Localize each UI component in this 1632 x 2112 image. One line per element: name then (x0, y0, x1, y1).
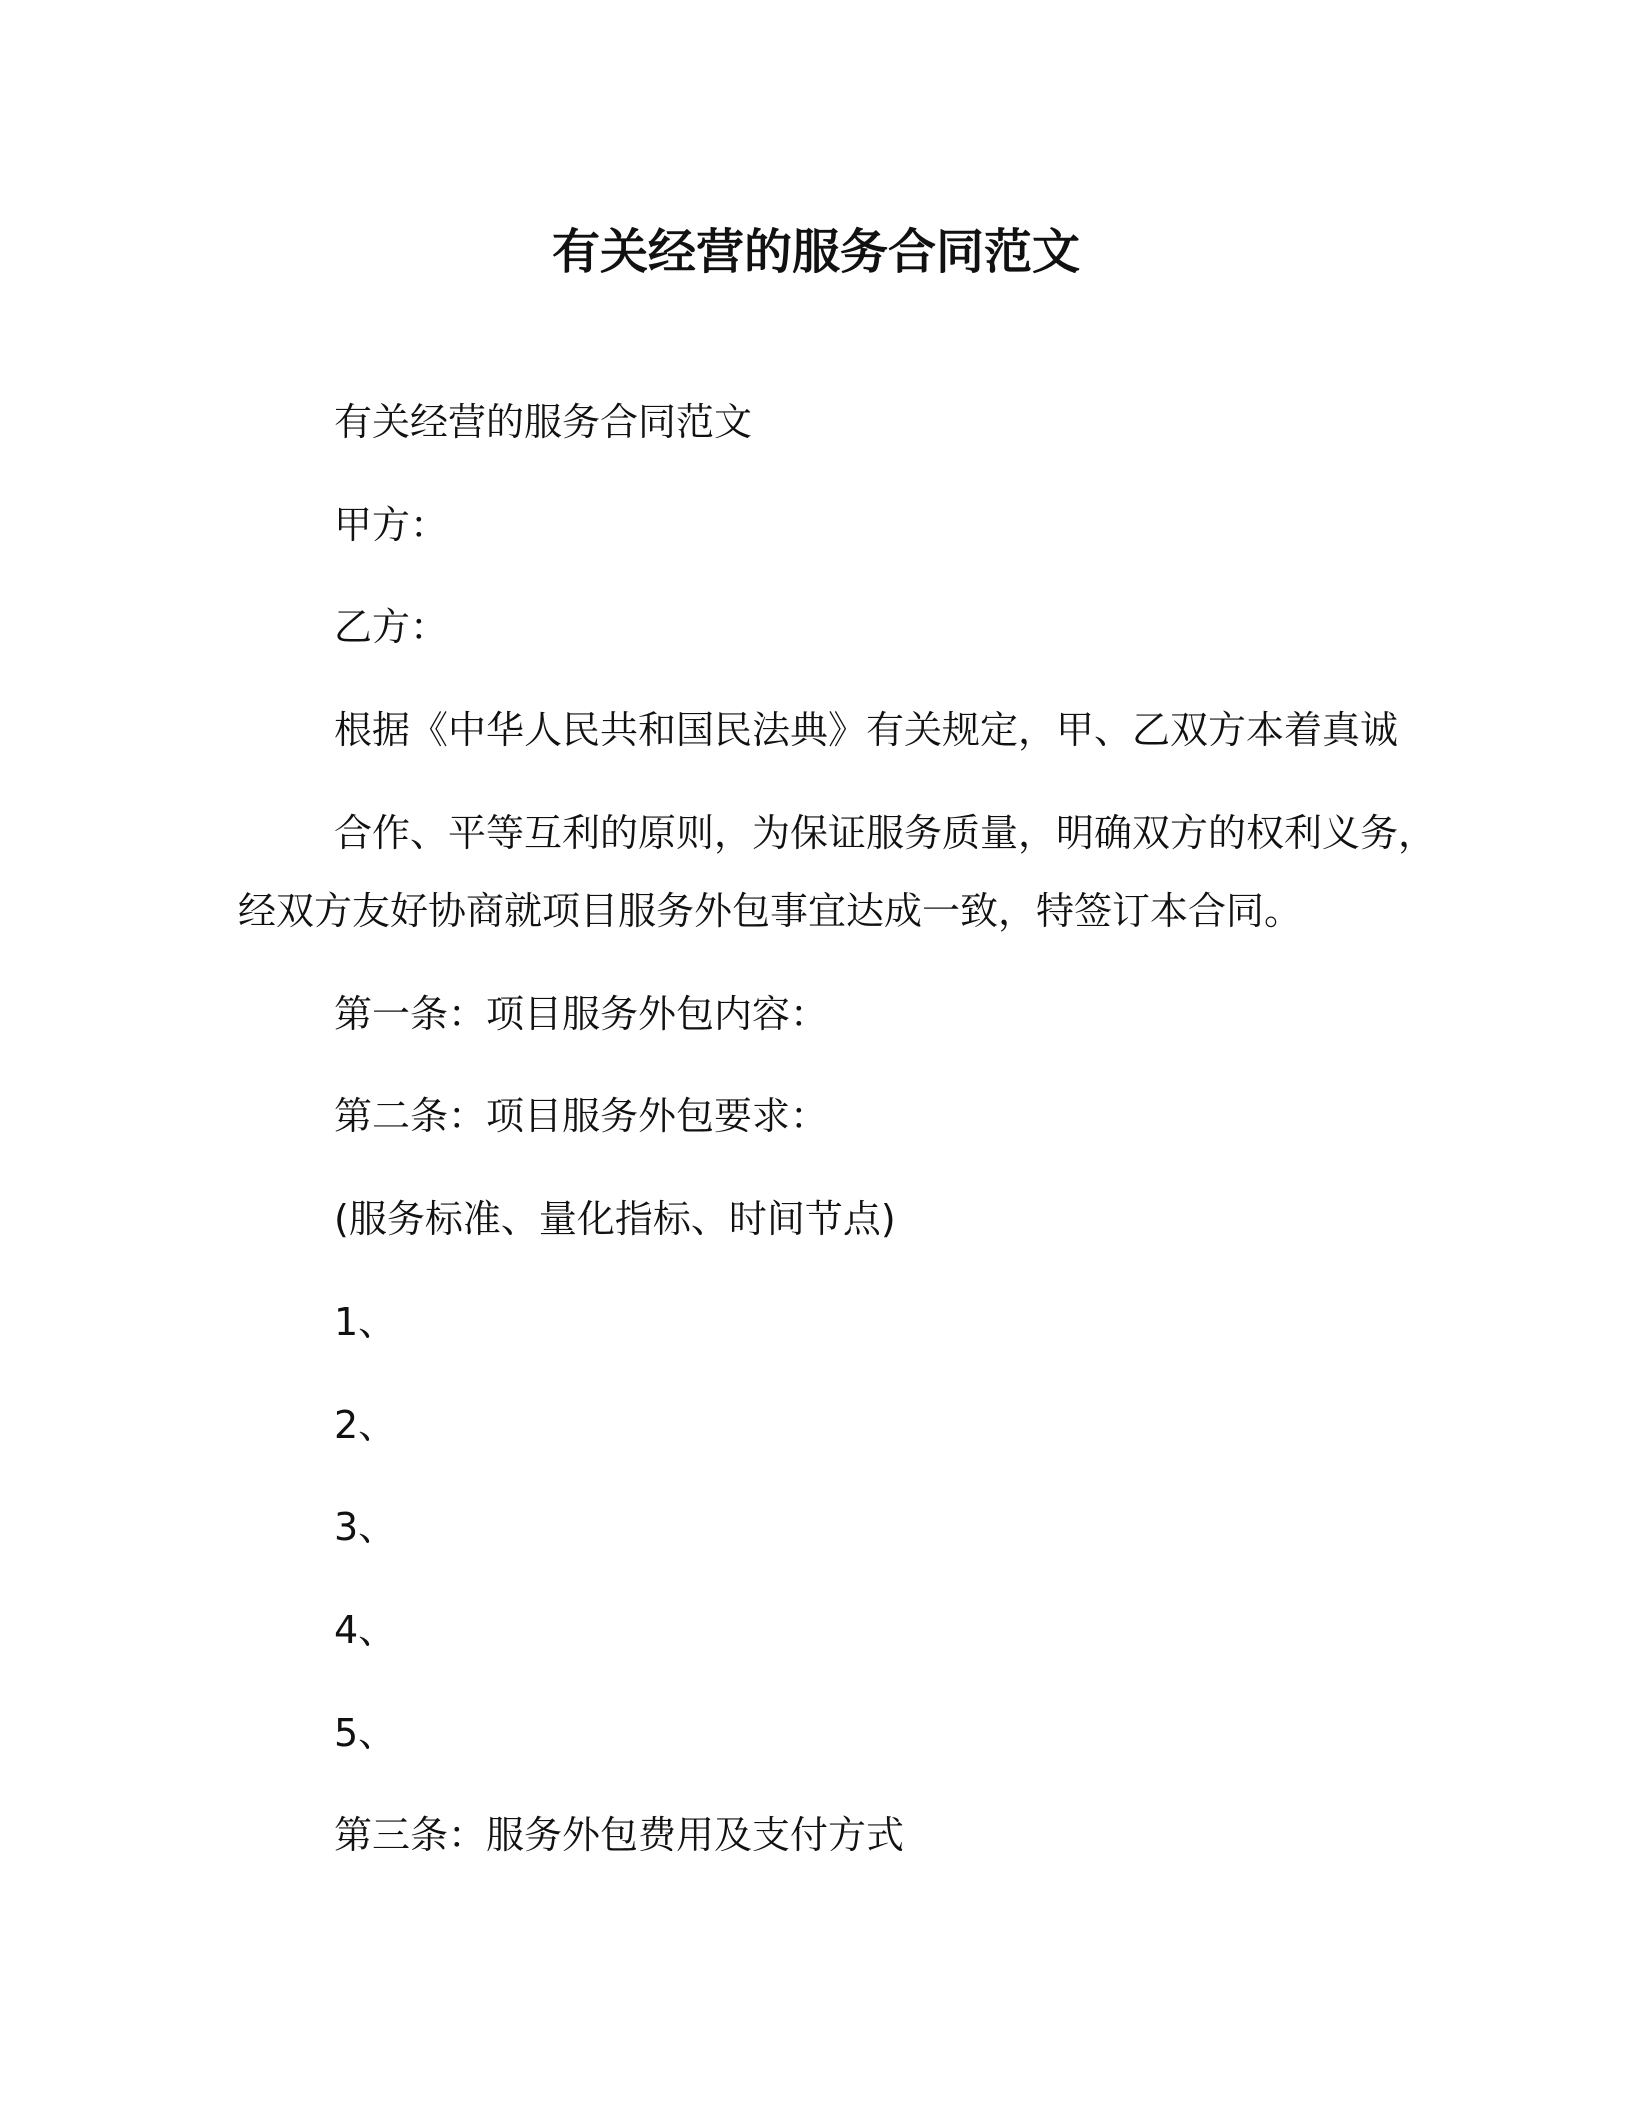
preamble-line-3: 经双方友好协商就项目服务外包事宜达成一致，特签订本合同。 (238, 889, 1303, 933)
preamble-line-1: 根据《中华人民共和国民法典》有关规定，甲、乙双方本着真诚 (334, 708, 1399, 752)
list-item: 4、 (334, 1608, 397, 1652)
article-1-heading: 第一条：项目服务外包内容： (334, 992, 829, 1036)
list-item: 3、 (334, 1505, 397, 1549)
party-a-label: 甲方： (334, 503, 449, 547)
list-item: 1、 (334, 1300, 397, 1344)
article-2-note: (服务标准、量化指标、时间节点) (334, 1197, 896, 1241)
document-title: 有关经营的服务合同范文 (551, 224, 1080, 280)
article-3-heading: 第三条：服务外包费用及支付方式 (334, 1813, 905, 1857)
list-item: 5、 (334, 1711, 397, 1755)
party-b-label: 乙方： (334, 605, 449, 649)
list-item: 2、 (334, 1403, 397, 1447)
article-2-heading: 第二条：项目服务外包要求： (334, 1094, 829, 1138)
preamble-line-2: 合作、平等互利的原则，为保证服务质量，明确双方的权利义务， (334, 811, 1437, 855)
document-subtitle: 有关经营的服务合同范文 (334, 400, 753, 444)
